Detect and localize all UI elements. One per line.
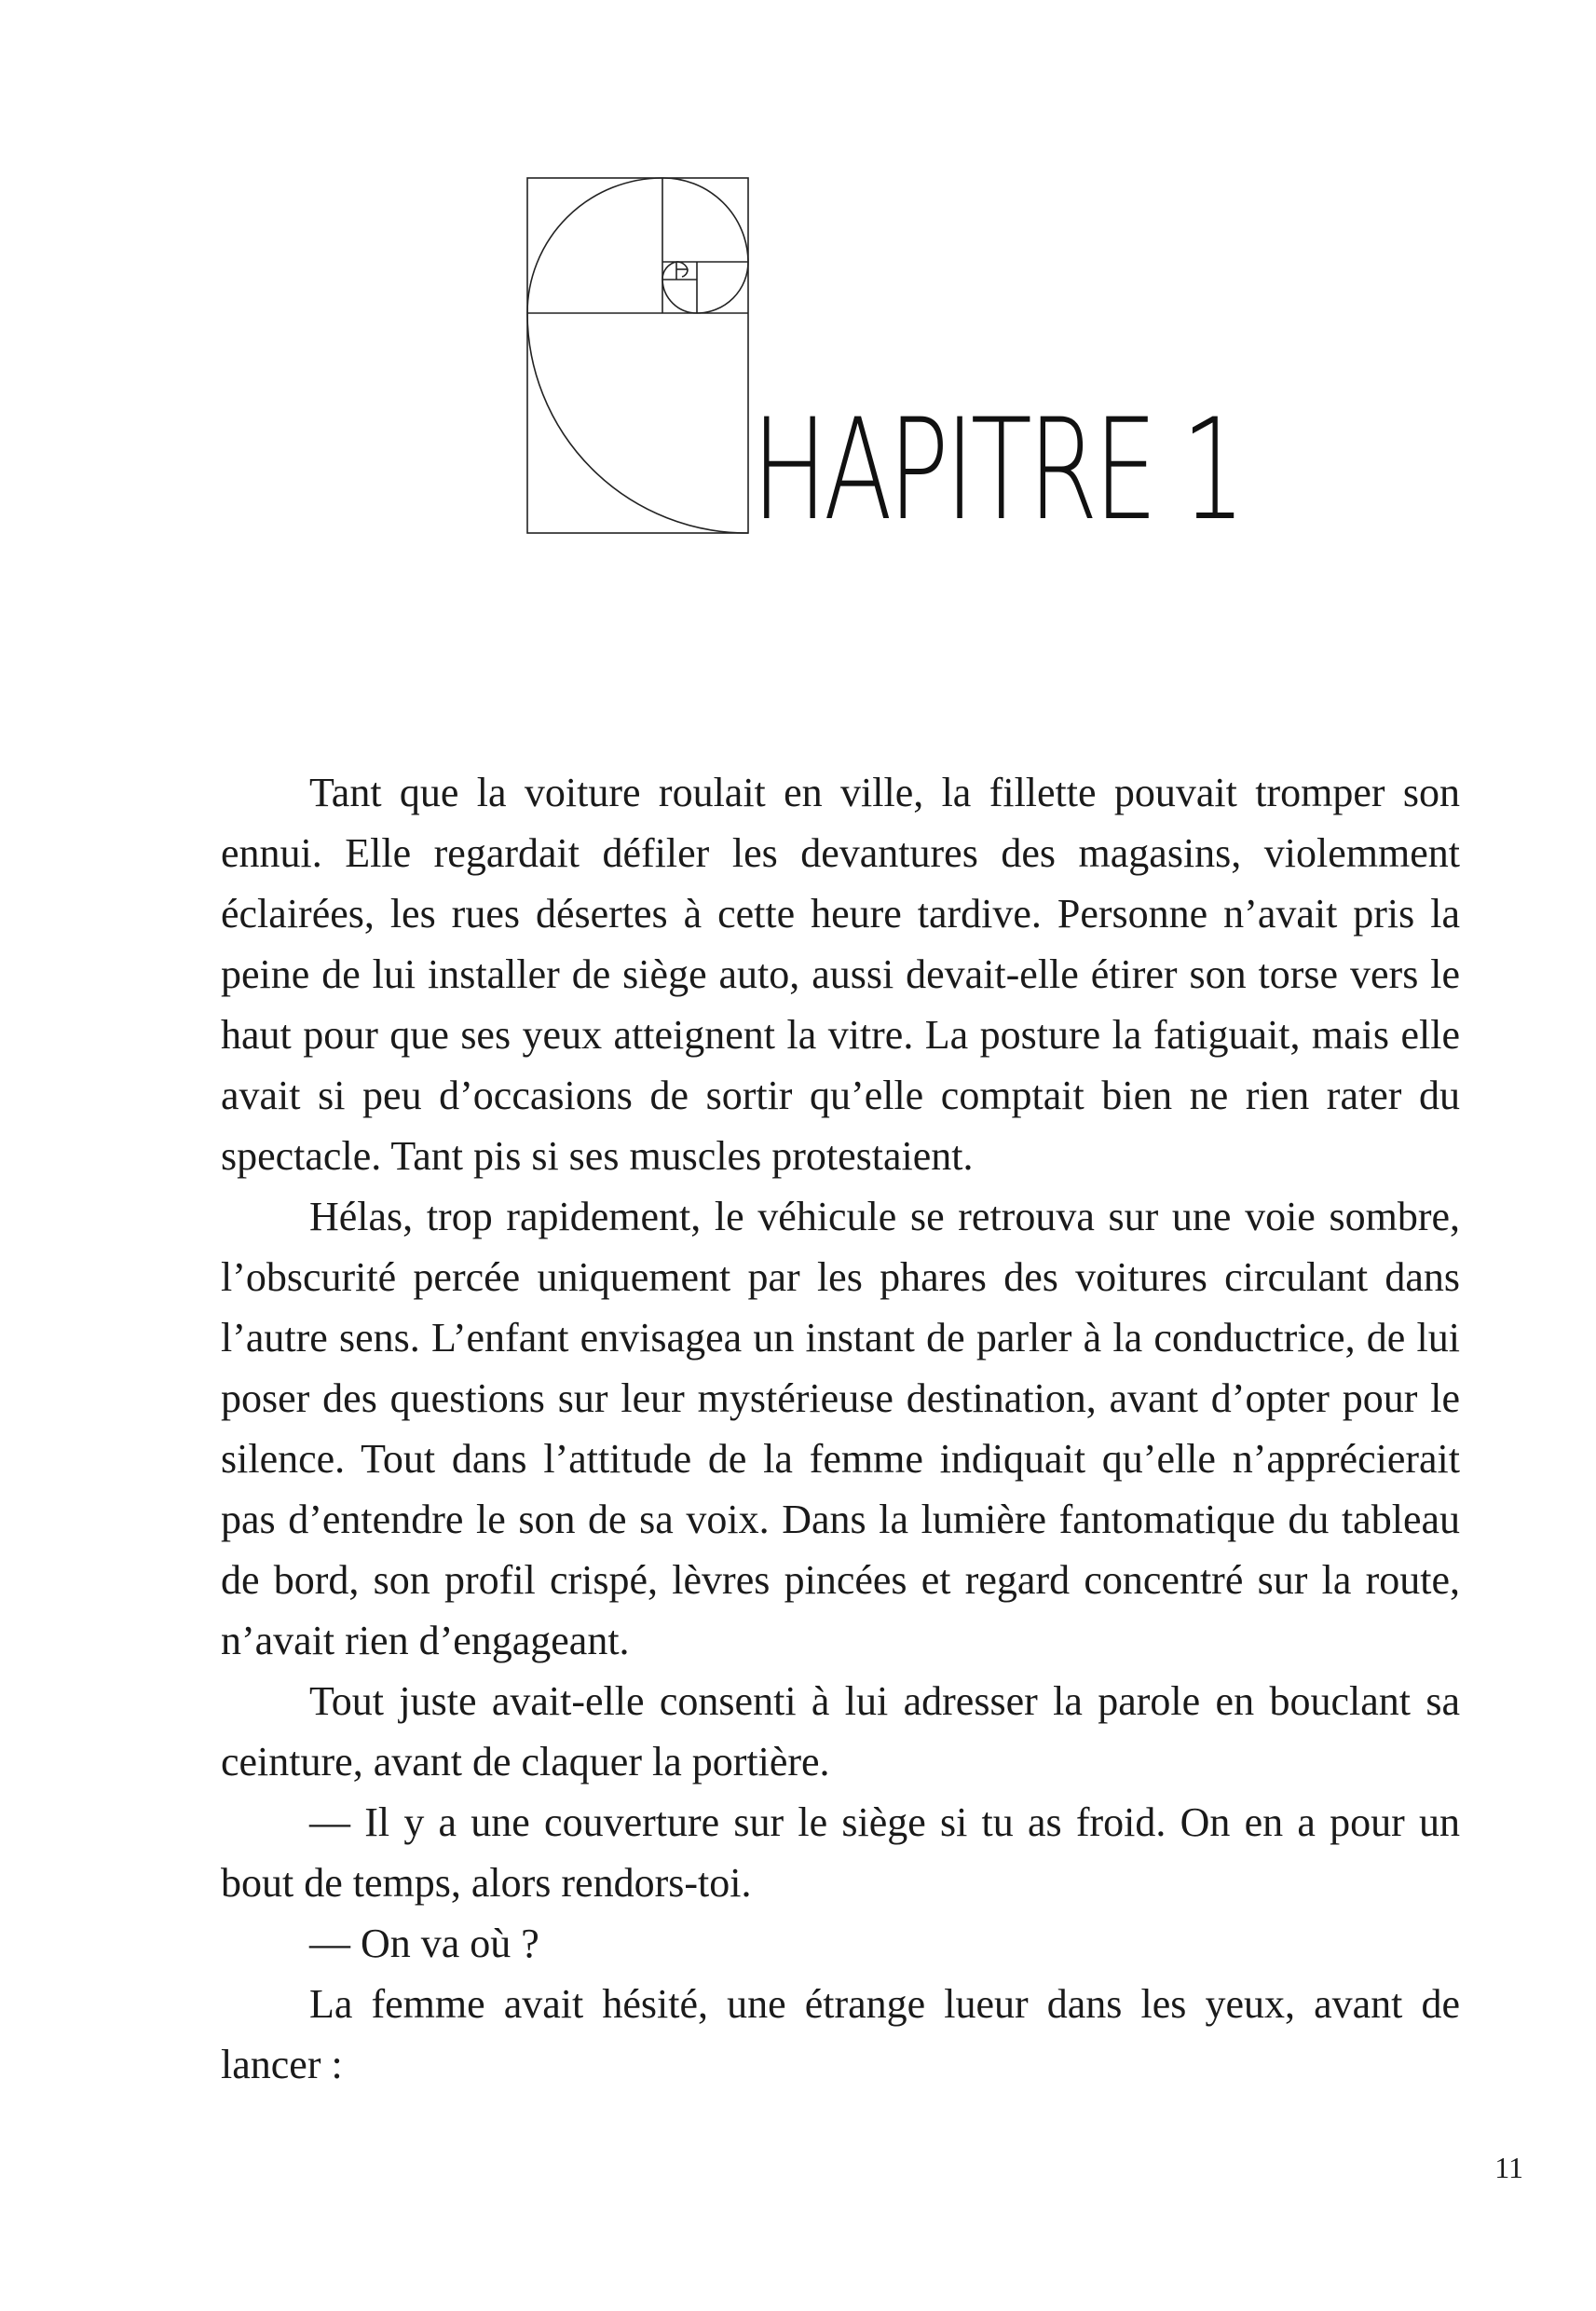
- body-text: [221, 762, 1460, 2095]
- dialogue-line-1: — Il y a une couverture sur le siège si tu as froid. On en a pour un bout de temps, alors rendors-toi.: [221, 1799, 1460, 1906]
- golden-spiral-icon: [526, 177, 750, 535]
- paragraph-2: Hélas, trop rapidement, le véhicule se retrouva sur une voie sombre, l’obscurité percée uniquement par les phares des voitures circulant dans l’autre sens. L’enfant envisagea un instant de parler à la conductrice, de lui poser des questions sur leur mystérieuse destination, avant d’opter pour le silence. Tout dans l’attitude de la femme indiquait qu’elle n’apprécierait pas d’entendre le son de sa voix. Dans la lumière fantomatique du tableau de bord, son profil crispé, lèvres pincées et regard concentré sur la route, n’avait rien d’engageant.: [221, 1194, 1460, 1663]
- chapter-heading: [526, 177, 1253, 552]
- paragraph-4: La femme avait hésité, une étrange lueur dans les yeux, avant de lancer :: [221, 1981, 1460, 2087]
- page-number: 11: [1494, 2151, 1523, 2184]
- chapter-title: HAPITRE 1: [752, 390, 1242, 552]
- paragraph-1: Tant que la voiture roulait en ville, la fillette pouvait tromper son ennui. Elle regardait défiler les devantures des magasins, violemment éclairées, les rues désertes à cette heure tardive. Personne n’avait pris la peine de lui installer de siège auto, aussi devait-elle étirer son torse vers le haut pour que ses yeux atteignent la vitre. La posture la fatiguait, mais elle avait si peu d’occasions de sortir qu’elle comptait bien ne rien rater du spectacle. Tant pis si ses muscles protestaient.: [221, 770, 1460, 1179]
- paragraph-3: Tout juste avait-elle consenti à lui adresser la parole en bouclant sa ceinture, avant de claquer la portière.: [221, 1678, 1460, 1785]
- dialogue-line-2: — On va où ?: [309, 1921, 539, 1966]
